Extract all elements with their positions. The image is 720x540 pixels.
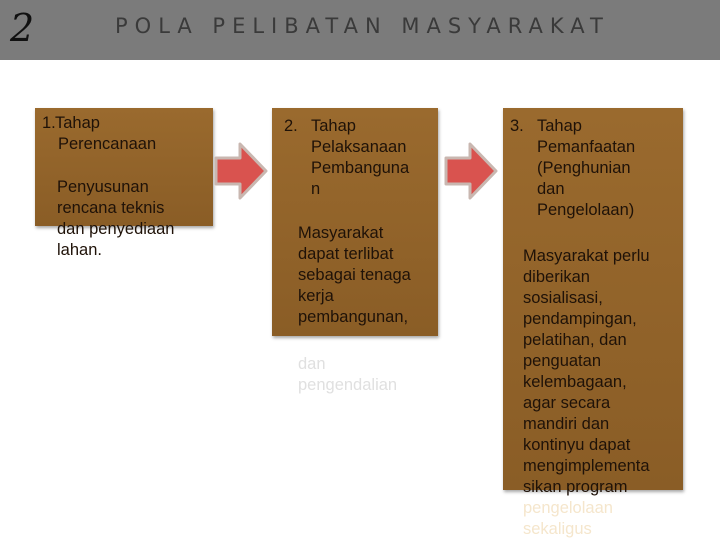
stage-1-body: Penyusunan rencana teknis dan penyediaan lahan. xyxy=(57,178,175,259)
right-arrow-icon xyxy=(444,142,498,200)
stage-3-body: Masyarakat perlu diberikan sosialisasi, pendampingan, pelatihan, dan penguatan kelembagaan, agar secara mandiri dan kontinyu dapat mengimplementa sikan program xyxy=(523,247,650,496)
stage-3-heading-prefix: 3. xyxy=(510,117,524,135)
right-arrow-icon xyxy=(214,142,268,200)
stage-2-heading: Tahap Pelaksanaan Pembanguna n xyxy=(311,117,410,198)
stage-1-heading: Tahap Perencanaan xyxy=(55,114,157,153)
stage-2-body-overflow: dan pengendalian xyxy=(298,355,398,394)
stage-1-heading-prefix: 1. xyxy=(42,114,56,132)
stage-2-body: Masyarakat dapat terlibat sebagai tenaga kerja pembangunan, xyxy=(298,224,411,326)
stage-2-heading-prefix: 2. xyxy=(284,117,298,135)
page-title: POLA PELIBATAN MASYARAKAT xyxy=(115,14,610,38)
slide-number: 2 xyxy=(10,6,35,50)
stage-3-heading: Tahap Pemanfaatan (Penghunian dan Pengelolaan) xyxy=(537,117,636,219)
slide-header xyxy=(0,0,720,60)
stage-3-body-overflow: pengelolaan sekaligus xyxy=(523,499,613,538)
